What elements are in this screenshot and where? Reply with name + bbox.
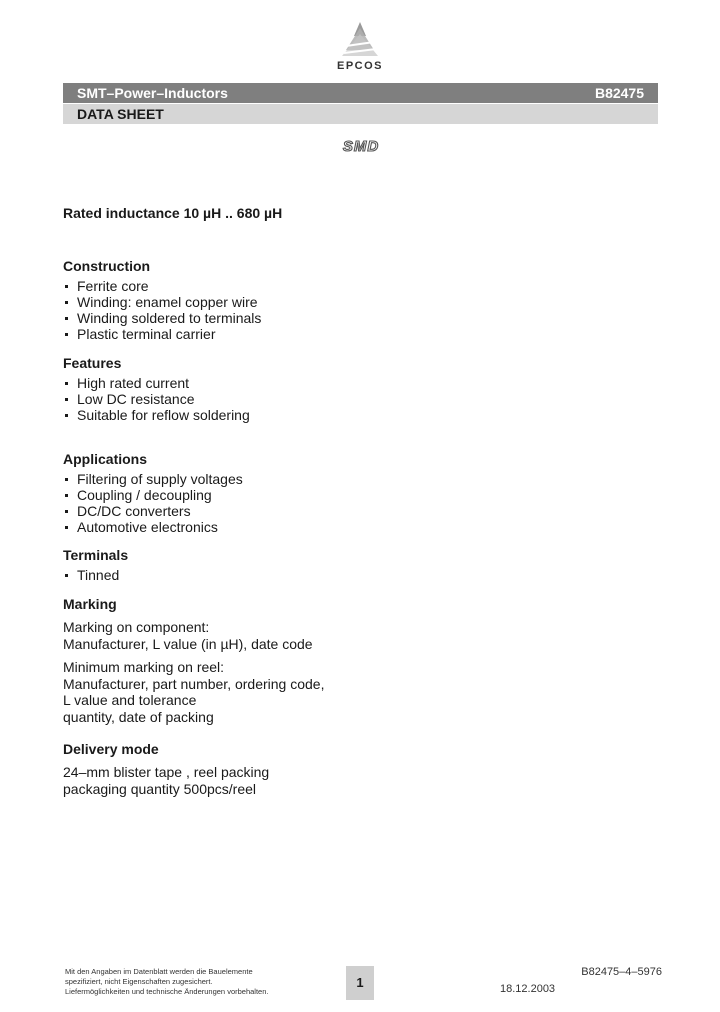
epcos-logo-icon	[340, 20, 380, 60]
construction-heading: Construction	[63, 258, 151, 274]
part-number: B82475	[594, 85, 644, 101]
list-item: Ferrite core	[63, 278, 261, 294]
logo-wordmark: EPCOS	[336, 60, 383, 72]
list-item: Winding: enamel copper wire	[63, 294, 261, 310]
product-line-bar	[63, 83, 658, 103]
features-list	[63, 375, 250, 423]
delivery-heading: Delivery mode	[63, 741, 159, 757]
epcos-logo	[330, 20, 390, 76]
terminals-list	[63, 567, 119, 583]
features-heading: Features	[63, 355, 122, 371]
applications-list	[63, 471, 243, 535]
list-item: Low DC resistance	[63, 391, 250, 407]
list-item: Suitable for reflow soldering	[63, 407, 250, 423]
terminals-heading: Terminals	[63, 547, 129, 563]
legal-note: Mit den Angaben im Datenblatt werden die Bauelemente spezifiziert, nicht Eigenschaften zugesichert. Liefermöglichkeiten und technische Änderungen vorbehalten.	[65, 967, 269, 996]
list-item: High rated current	[63, 375, 250, 391]
marking-component: Marking on component: Manufacturer, L value (in µH), date code	[63, 619, 313, 652]
list-item: Plastic terminal carrier	[63, 326, 261, 342]
list-item: Tinned	[63, 567, 119, 583]
construction-list	[63, 278, 261, 342]
product-line: SMT–Power–Inductors	[77, 85, 228, 101]
list-item: DC/DC converters	[63, 503, 243, 519]
doc-type-bar	[63, 104, 658, 124]
document-date: 18.12.2003	[500, 983, 556, 995]
smd-badge-icon	[326, 139, 396, 153]
smd-badge-text: SMD	[342, 139, 380, 153]
list-item: Filtering of supply voltages	[63, 471, 243, 487]
marking-reel: Minimum marking on reel: Manufacturer, part number, ordering code, L value and tolerance quantity, date of packing	[63, 659, 325, 725]
marking-heading: Marking	[63, 596, 117, 612]
page-number: 1	[346, 966, 374, 1000]
doc-type: DATA SHEET	[77, 106, 164, 122]
rated-inductance: Rated inductance 10 µH .. 680 µH	[63, 205, 283, 221]
list-item: Coupling / decoupling	[63, 487, 243, 503]
delivery-text: 24–mm blister tape , reel packing packaging quantity 500pcs/reel	[63, 764, 270, 797]
document-id: B82475–4–5976	[581, 966, 662, 978]
list-item: Winding soldered to terminals	[63, 310, 261, 326]
applications-heading: Applications	[63, 451, 148, 467]
list-item: Automotive electronics	[63, 519, 243, 535]
